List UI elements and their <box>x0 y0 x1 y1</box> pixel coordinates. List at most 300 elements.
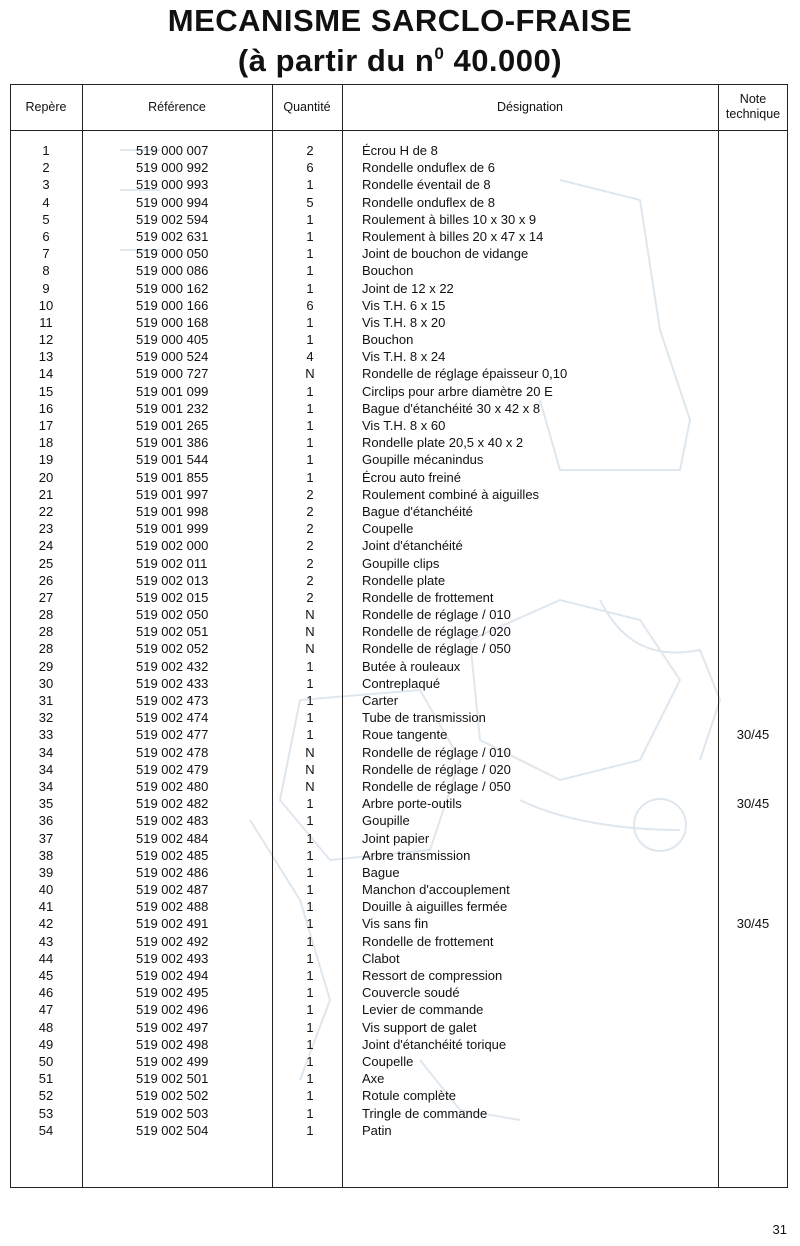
cell-designation: Roulement combiné à aiguilles <box>362 486 540 502</box>
cell-designation: Bague <box>362 864 400 880</box>
cell-repere: 50 <box>38 1053 54 1069</box>
page-number: 31 <box>772 1222 787 1237</box>
table-row <box>10 778 788 795</box>
table-row <box>10 675 788 692</box>
table-row <box>10 658 788 675</box>
cell-note-technique: 30/45 <box>736 916 770 932</box>
cell-repere: 28 <box>38 624 54 640</box>
cell-quantite: 1 <box>306 710 314 726</box>
cell-quantite: 1 <box>306 882 314 898</box>
cell-designation: Rondelle de réglage épaisseur 0,10 <box>362 366 568 382</box>
cell-repere: 8 <box>42 263 50 279</box>
cell-quantite: N <box>305 778 315 794</box>
cell-quantite: 2 <box>306 503 314 519</box>
cell-repere: 28 <box>38 607 54 623</box>
cell-reference: 519 002 501 <box>136 1071 209 1087</box>
cell-designation: Rondelle éventail de 8 <box>362 177 491 193</box>
cell-reference: 519 000 162 <box>136 280 209 296</box>
cell-repere: 27 <box>38 589 54 605</box>
cell-designation: Goupille <box>362 813 410 829</box>
table-row <box>10 451 788 468</box>
cell-quantite: 1 <box>306 263 314 279</box>
cell-quantite: 1 <box>306 314 314 330</box>
cell-reference: 519 001 998 <box>136 503 209 519</box>
cell-repere: 2 <box>42 160 50 176</box>
table-row <box>10 228 788 245</box>
table-row <box>10 623 788 640</box>
cell-quantite: 1 <box>306 1002 314 1018</box>
table-row <box>10 434 788 451</box>
cell-designation: Arbre porte-outils <box>362 796 462 812</box>
cell-reference: 519 002 050 <box>136 607 209 623</box>
table-row <box>10 331 788 348</box>
cell-designation: Tube de transmission <box>362 710 486 726</box>
cell-repere: 42 <box>38 916 54 932</box>
cell-quantite: 1 <box>306 228 314 244</box>
cell-designation: Bouchon <box>362 332 414 348</box>
cell-reference: 519 002 488 <box>136 899 209 915</box>
cell-quantite: 4 <box>306 349 314 365</box>
cell-repere: 34 <box>38 761 54 777</box>
cell-reference: 519 002 013 <box>136 572 209 588</box>
cell-designation: Rondelle de réglage / 050 <box>362 778 511 794</box>
header-divider <box>10 130 788 131</box>
table-row <box>10 726 788 743</box>
title-line-2 <box>0 37 800 77</box>
cell-quantite: 1 <box>306 933 314 949</box>
cell-quantite: 1 <box>306 400 314 416</box>
table-row <box>10 984 788 1001</box>
cell-designation: Roue tangente <box>362 727 448 743</box>
cell-quantite: 2 <box>306 143 314 158</box>
cell-repere: 45 <box>38 968 54 983</box>
table-row <box>10 812 788 829</box>
cell-repere: 49 <box>38 1036 54 1052</box>
cell-designation: Arbre transmission <box>362 847 471 863</box>
cell-reference: 519 002 504 <box>136 1122 209 1138</box>
cell-designation: Couvercle soudé <box>362 985 460 1001</box>
cell-repere: 36 <box>38 813 54 829</box>
cell-quantite: 1 <box>306 332 314 348</box>
cell-designation: Coupelle <box>362 521 414 537</box>
table-row <box>10 469 788 486</box>
cell-designation: Roulement à billes 20 x 47 x 14 <box>362 228 544 244</box>
title-line-2-prefix: (à partir du n <box>237 43 435 78</box>
cell-quantite: 1 <box>306 847 314 863</box>
cell-quantite: 1 <box>306 864 314 880</box>
cell-quantite: 1 <box>306 985 314 1001</box>
cell-quantite: 2 <box>306 521 314 537</box>
cell-repere: 33 <box>38 727 54 743</box>
cell-reference: 519 000 405 <box>136 332 209 348</box>
table-row <box>10 864 788 881</box>
cell-reference: 519 002 485 <box>136 847 209 863</box>
title-line-2-number: 40.000) <box>453 43 563 78</box>
cell-quantite: 1 <box>306 383 314 399</box>
table-row <box>10 606 788 623</box>
cell-reference: 519 000 524 <box>136 349 209 365</box>
table-row <box>10 555 788 572</box>
table-row <box>10 1105 788 1122</box>
cell-reference: 519 002 594 <box>136 211 209 227</box>
cell-quantite: 1 <box>306 280 314 296</box>
cell-designation: Tringle de commande <box>362 1105 488 1121</box>
cell-repere: 10 <box>38 297 54 313</box>
cell-quantite: 1 <box>306 830 314 846</box>
cell-reference: 519 002 011 <box>136 555 208 571</box>
cell-reference: 519 001 544 <box>136 452 209 468</box>
cell-repere: 53 <box>38 1105 54 1121</box>
table-row <box>10 314 788 331</box>
header-designation: Désignation <box>496 99 563 114</box>
cell-designation: Levier de commande <box>362 1002 484 1018</box>
cell-designation: Goupille clips <box>362 555 440 571</box>
cell-reference: 519 001 997 <box>136 486 209 502</box>
table-row <box>10 1001 788 1018</box>
cell-designation: Rondelle de frottement <box>362 589 494 605</box>
cell-quantite: N <box>305 624 315 640</box>
cell-reference: 519 002 473 <box>136 693 209 708</box>
table-row <box>10 640 788 657</box>
table-row <box>10 262 788 279</box>
cell-repere: 11 <box>39 314 53 330</box>
cell-reference: 519 002 496 <box>136 1002 209 1018</box>
table-row <box>10 1070 788 1087</box>
table-row <box>10 881 788 898</box>
cell-designation: Rondelle plate 20,5 x 40 x 2 <box>362 435 524 451</box>
cell-designation: Circlips pour arbre diamètre 20 E <box>362 383 553 399</box>
page-title <box>0 4 800 77</box>
cell-quantite: N <box>305 641 315 657</box>
cell-designation: Vis support de galet <box>362 1019 477 1035</box>
table-row <box>10 503 788 520</box>
cell-designation: Clabot <box>362 950 400 966</box>
cell-reference: 519 002 493 <box>136 950 209 966</box>
cell-reference: 519 000 994 <box>136 194 209 210</box>
cell-quantite: 1 <box>306 693 314 708</box>
table-row <box>10 1122 788 1139</box>
title-line-1: MECANISME SARCLO-FRAISE <box>167 3 633 38</box>
cell-repere: 3 <box>42 177 50 193</box>
table-row <box>10 297 788 314</box>
header-reference: Référence <box>148 99 206 114</box>
cell-repere: 47 <box>38 1002 54 1018</box>
table-row <box>10 830 788 847</box>
table-row <box>10 1053 788 1070</box>
cell-designation: Vis T.H. 8 x 24 <box>362 349 446 365</box>
table-row <box>10 761 788 778</box>
cell-repere: 21 <box>38 486 54 502</box>
table-row <box>10 280 788 297</box>
table-row <box>10 950 788 967</box>
cell-reference: 519 002 478 <box>136 744 209 760</box>
table-row <box>10 400 788 417</box>
cell-designation: Manchon d'accouplement <box>362 882 510 898</box>
cell-designation: Axe <box>362 1071 385 1087</box>
cell-reference: 519 000 727 <box>136 366 209 382</box>
cell-designation: Joint d'étanchéité <box>362 538 463 554</box>
cell-repere: 48 <box>38 1019 54 1035</box>
cell-repere: 12 <box>38 332 54 348</box>
cell-designation: Ressort de compression <box>362 968 503 983</box>
cell-reference: 519 001 265 <box>136 418 209 433</box>
cell-repere: 39 <box>38 864 54 880</box>
cell-repere: 26 <box>38 572 54 588</box>
cell-quantite: 1 <box>306 469 314 485</box>
cell-repere: 13 <box>38 349 54 365</box>
cell-designation: Patin <box>362 1122 392 1138</box>
table-row <box>10 520 788 537</box>
table-row <box>10 365 788 382</box>
cell-quantite: N <box>305 744 315 760</box>
cell-designation: Rondelle onduflex de 8 <box>362 194 495 210</box>
cell-quantite: 1 <box>306 1105 314 1121</box>
cell-repere: 15 <box>38 383 54 399</box>
cell-reference: 519 001 855 <box>136 469 209 485</box>
cell-reference: 519 002 482 <box>136 796 209 812</box>
cell-quantite: 1 <box>306 435 314 451</box>
cell-repere: 30 <box>38 675 54 691</box>
cell-quantite: 1 <box>306 916 314 932</box>
cell-designation: Joint d'étanchéité torique <box>362 1036 507 1052</box>
cell-repere: 22 <box>38 503 54 519</box>
cell-designation: Bague d'étanchéité <box>362 503 473 519</box>
cell-quantite: 2 <box>306 572 314 588</box>
cell-reference: 519 002 474 <box>136 710 209 726</box>
cell-reference: 519 001 099 <box>136 383 209 399</box>
cell-designation: Rondelle de réglage / 010 <box>362 744 511 760</box>
cell-repere: 23 <box>38 521 54 537</box>
cell-repere: 51 <box>38 1071 54 1087</box>
cell-repere: 38 <box>38 847 54 863</box>
cell-repere: 1 <box>42 143 50 158</box>
cell-reference: 519 002 502 <box>136 1088 209 1104</box>
cell-note-technique: 30/45 <box>736 727 770 743</box>
cell-reference: 519 002 433 <box>136 675 209 691</box>
cell-repere: 40 <box>38 882 54 898</box>
cell-repere: 54 <box>38 1122 54 1138</box>
cell-repere: 52 <box>38 1088 54 1104</box>
cell-reference: 519 002 015 <box>136 589 209 605</box>
cell-designation: Rondelle de réglage / 050 <box>362 641 511 657</box>
cell-quantite: 2 <box>306 589 314 605</box>
cell-quantite: 1 <box>306 727 314 743</box>
cell-quantite: 1 <box>306 675 314 691</box>
cell-reference: 519 000 993 <box>136 177 209 193</box>
cell-quantite: 1 <box>306 418 314 433</box>
table-row <box>10 709 788 726</box>
cell-designation: Rondelle de réglage / 020 <box>362 624 511 640</box>
table-row <box>10 967 788 984</box>
cell-reference: 519 000 992 <box>136 160 209 176</box>
table-row <box>10 915 788 932</box>
cell-reference: 519 002 491 <box>136 916 209 932</box>
header-quantite: Quantité <box>283 99 331 114</box>
cell-repere: 20 <box>38 469 54 485</box>
table-row <box>10 194 788 211</box>
cell-repere: 9 <box>42 280 50 296</box>
table-row <box>10 572 788 589</box>
cell-repere: 25 <box>38 555 54 571</box>
cell-repere: 43 <box>38 933 54 949</box>
cell-repere: 31 <box>38 693 54 708</box>
cell-quantite: 1 <box>306 1053 314 1069</box>
cell-reference: 519 002 494 <box>136 968 209 983</box>
table-row <box>10 159 788 176</box>
table-row <box>10 211 788 228</box>
cell-designation: Vis T.H. 8 x 20 <box>362 314 446 330</box>
cell-designation: Contreplaqué <box>362 675 441 691</box>
table-row <box>10 744 788 761</box>
cell-repere: 19 <box>38 452 54 468</box>
table-row <box>10 847 788 864</box>
cell-repere: 17 <box>38 418 54 433</box>
cell-designation: Butée à rouleaux <box>362 658 461 674</box>
cell-designation: Vis sans fin <box>362 916 429 932</box>
cell-reference: 519 002 480 <box>136 778 209 794</box>
cell-quantite: N <box>305 366 315 382</box>
cell-note-technique: 30/45 <box>736 796 770 812</box>
cell-repere: 34 <box>38 778 54 794</box>
cell-repere: 35 <box>38 796 54 812</box>
cell-repere: 37 <box>38 830 54 846</box>
cell-quantite: 1 <box>306 452 314 468</box>
table-row <box>10 176 788 193</box>
cell-reference: 519 002 499 <box>136 1053 209 1069</box>
table-row <box>10 898 788 915</box>
cell-reference: 519 002 479 <box>136 761 209 777</box>
cell-repere: 41 <box>38 899 54 915</box>
cell-reference: 519 002 051 <box>136 624 209 640</box>
cell-repere: 6 <box>42 228 50 244</box>
cell-quantite: 1 <box>306 658 314 674</box>
cell-repere: 7 <box>42 246 50 262</box>
cell-reference: 519 002 495 <box>136 985 209 1001</box>
cell-reference: 519 001 232 <box>136 400 209 416</box>
table-row <box>10 348 788 365</box>
cell-designation: Rondelle de réglage / 020 <box>362 761 511 777</box>
table-row <box>10 1019 788 1036</box>
cell-quantite: 2 <box>306 538 314 554</box>
table-row <box>10 1087 788 1104</box>
cell-designation: Joint papier <box>362 830 430 846</box>
cell-reference: 519 002 497 <box>136 1019 209 1035</box>
cell-designation: Bouchon <box>362 263 414 279</box>
table-row <box>10 486 788 503</box>
cell-designation: Rondelle onduflex de 6 <box>362 160 495 176</box>
cell-repere: 28 <box>38 641 54 657</box>
cell-reference: 519 002 492 <box>136 933 209 949</box>
cell-reference: 519 000 166 <box>136 297 209 313</box>
cell-designation: Rondelle de frottement <box>362 933 494 949</box>
cell-designation: Joint de 12 x 22 <box>362 280 454 296</box>
cell-reference: 519 002 483 <box>136 813 209 829</box>
table-row <box>10 383 788 400</box>
cell-repere: 29 <box>38 658 54 674</box>
table-row <box>10 1036 788 1053</box>
cell-reference: 519 002 432 <box>136 658 209 674</box>
cell-reference: 519 002 477 <box>136 727 209 743</box>
cell-repere: 4 <box>42 194 50 210</box>
cell-reference: 519 001 999 <box>136 521 209 537</box>
cell-designation: Vis T.H. 6 x 15 <box>362 297 446 313</box>
cell-quantite: N <box>305 607 315 623</box>
cell-repere: 34 <box>38 744 54 760</box>
table-row <box>10 795 788 812</box>
cell-quantite: 1 <box>306 796 314 812</box>
cell-quantite: 5 <box>306 194 314 210</box>
cell-quantite: 1 <box>306 1122 314 1138</box>
cell-designation: Vis T.H. 8 x 60 <box>362 418 446 433</box>
cell-designation: Douille à aiguilles fermée <box>362 899 508 915</box>
cell-repere: 24 <box>38 538 54 554</box>
cell-quantite: 1 <box>306 968 314 983</box>
cell-designation: Écrou auto freiné <box>362 469 462 485</box>
cell-repere: 44 <box>38 950 54 966</box>
cell-reference: 519 000 007 <box>136 143 209 158</box>
cell-quantite: 1 <box>306 1088 314 1104</box>
cell-reference: 519 002 631 <box>136 228 209 244</box>
table-row <box>10 417 788 434</box>
cell-quantite: 6 <box>306 297 314 313</box>
cell-quantite: 1 <box>306 211 314 227</box>
cell-designation: Rotule complète <box>362 1088 456 1104</box>
cell-reference: 519 002 484 <box>136 830 209 846</box>
header-note-line-1: Note <box>739 92 767 106</box>
cell-reference: 519 002 052 <box>136 641 209 657</box>
parts-table-body <box>10 142 788 1139</box>
cell-reference: 519 000 168 <box>136 314 209 330</box>
table-row <box>10 537 788 554</box>
cell-designation: Carter <box>362 693 399 708</box>
cell-designation: Coupelle <box>362 1053 414 1069</box>
header-note-line-2: technique <box>725 107 781 121</box>
cell-repere: 18 <box>38 435 54 451</box>
table-row <box>10 692 788 709</box>
cell-repere: 14 <box>38 366 54 382</box>
header-note-technique <box>718 84 788 130</box>
cell-quantite: 1 <box>306 1019 314 1035</box>
cell-quantite: N <box>305 761 315 777</box>
cell-reference: 519 001 386 <box>136 435 209 451</box>
cell-designation: Goupille mécanindus <box>362 452 484 468</box>
cell-quantite: 1 <box>306 1036 314 1052</box>
cell-repere: 16 <box>38 400 54 416</box>
cell-reference: 519 002 486 <box>136 864 209 880</box>
header-repere: Repère <box>25 99 67 114</box>
table-row <box>10 245 788 262</box>
cell-designation: Rondelle de réglage / 010 <box>362 607 511 623</box>
cell-quantite: 1 <box>306 899 314 915</box>
cell-reference: 519 002 487 <box>136 882 209 898</box>
cell-quantite: 2 <box>306 486 314 502</box>
cell-designation: Joint de bouchon de vidange <box>362 246 529 262</box>
cell-designation: Écrou H de 8 <box>362 143 438 158</box>
cell-repere: 5 <box>42 211 50 227</box>
cell-quantite: 1 <box>306 950 314 966</box>
cell-reference: 519 000 050 <box>136 246 209 262</box>
title-superscript: 0 <box>434 44 445 63</box>
cell-quantite: 1 <box>306 246 314 262</box>
cell-designation: Roulement à billes 10 x 30 x 9 <box>362 211 537 227</box>
table-row <box>10 589 788 606</box>
cell-reference: 519 002 498 <box>136 1036 209 1052</box>
cell-reference: 519 002 503 <box>136 1105 209 1121</box>
cell-quantite: 6 <box>306 160 314 176</box>
cell-designation: Bague d'étanchéité 30 x 42 x 8 <box>362 400 541 416</box>
cell-quantite: 1 <box>306 177 314 193</box>
cell-reference: 519 000 086 <box>136 263 209 279</box>
